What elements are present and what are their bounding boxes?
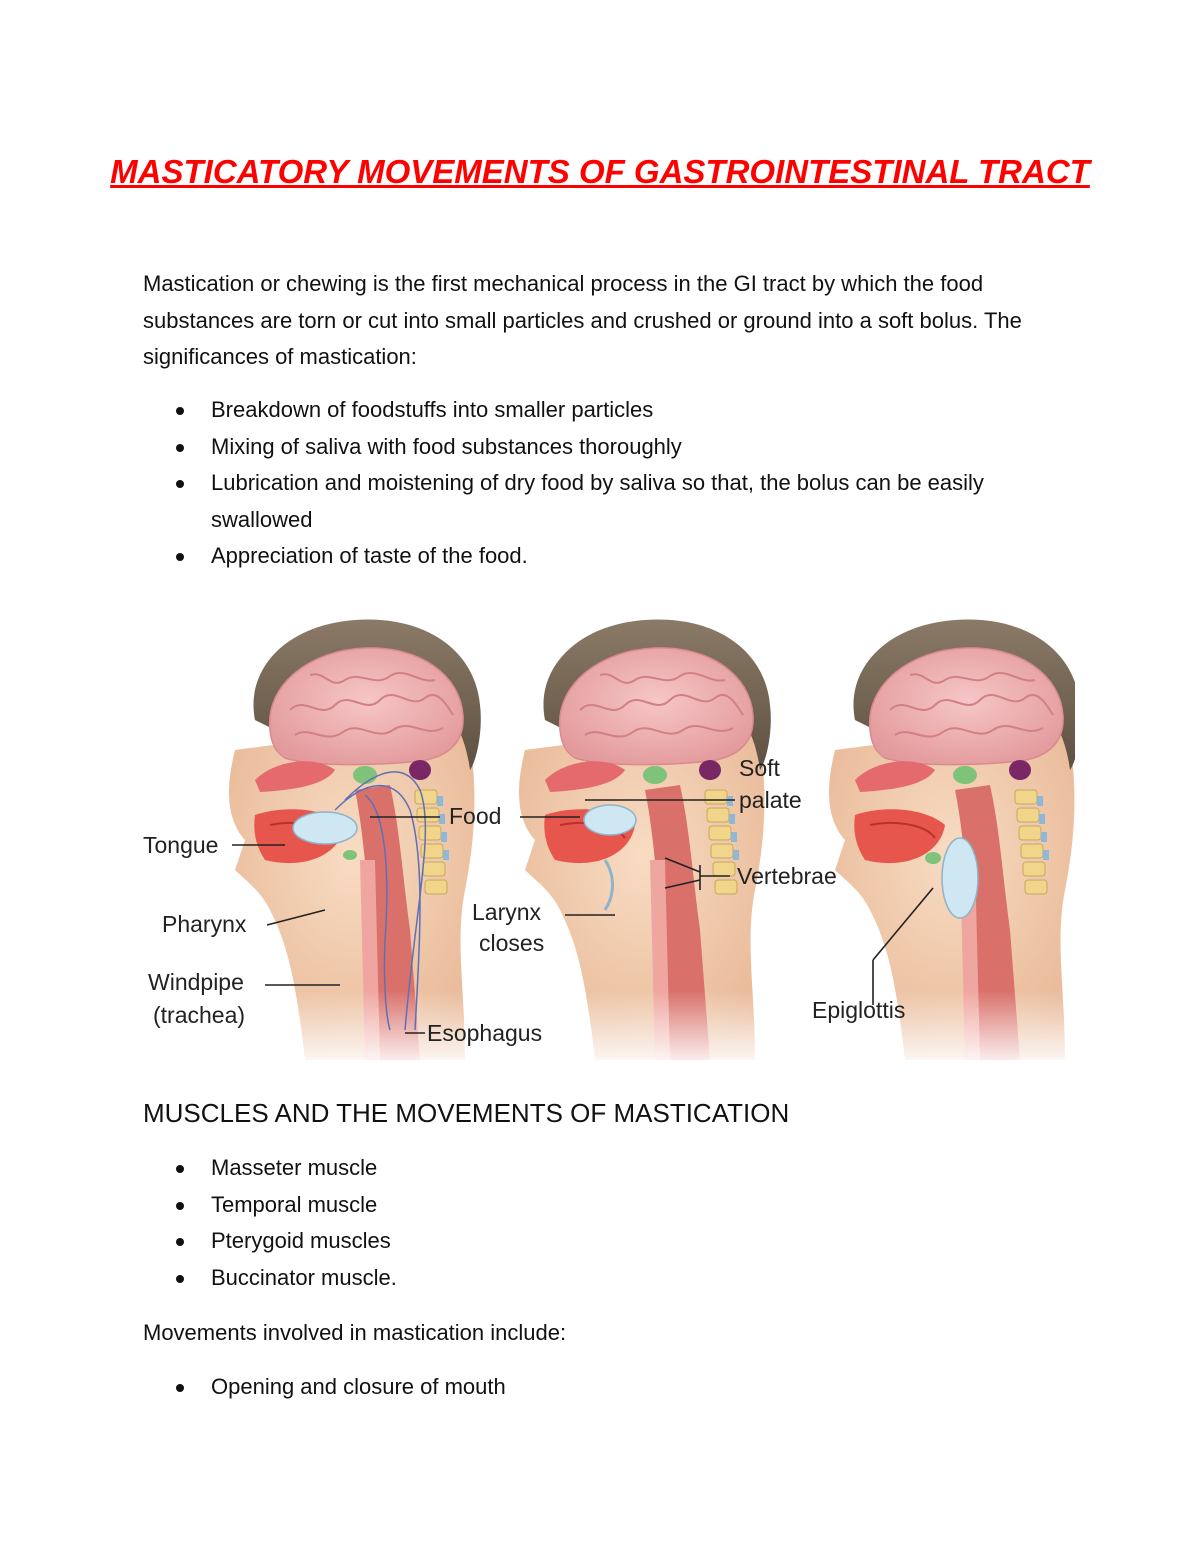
- swallowing-diagram: [135, 610, 1075, 1070]
- significances-list: [143, 392, 1073, 575]
- movements-intro: Movements involved in mastication include:: [143, 1320, 567, 1345]
- label-tongue: Tongue: [143, 832, 219, 858]
- list-item: Opening and closure of mouth: [143, 1369, 1073, 1406]
- list-item: Masseter muscle: [143, 1150, 1073, 1187]
- muscles-heading: MUSCLES AND THE MOVEMENTS OF MASTICATION: [143, 1098, 790, 1128]
- list-item: Breakdown of foodstuffs into smaller particles: [143, 392, 1073, 429]
- bullet-icon: [176, 1384, 184, 1392]
- label-palate: palate: [739, 787, 802, 813]
- label-vertebrae: Vertebrae: [737, 863, 837, 889]
- page-title: MASTICATORY MOVEMENTS OF GASTROINTESTINAL TRACT: [110, 153, 1090, 190]
- label-windpipe: Windpipe: [148, 969, 244, 995]
- intro-paragraph: Mastication or chewing is the first mechanical process in the GI tract by which the food substances are torn or cut into small particles and crushed or ground into a soft bolus. The significances of mastication:: [143, 271, 1022, 369]
- label-soft: Soft: [739, 755, 780, 781]
- bullet-icon: [176, 1202, 184, 1210]
- anatomy-illustration: [135, 610, 1075, 1070]
- label-larynx: Larynx: [472, 899, 542, 925]
- list-item: Temporal muscle: [143, 1187, 1073, 1224]
- bullet-icon: [176, 1238, 184, 1246]
- muscles-list: [143, 1150, 1073, 1296]
- list-item: Mixing of saliva with food substances thoroughly: [143, 429, 1073, 466]
- food-bolus: [942, 838, 978, 918]
- bullet-icon: [176, 1275, 184, 1283]
- bullet-icon: [176, 480, 184, 488]
- list-item: Pterygoid muscles: [143, 1223, 1073, 1260]
- movements-list: [143, 1369, 1073, 1406]
- label-trachea: (trachea): [153, 1002, 246, 1028]
- bullet-icon: [176, 553, 184, 561]
- list-item: Lubrication and moistening of dry food by saliva so that, the bolus can be easily swallowed: [143, 465, 1073, 538]
- label-esophagus: Esophagus: [427, 1020, 543, 1046]
- bullet-icon: [176, 444, 184, 452]
- panel-swallowing-start: [505, 620, 795, 1070]
- label-closes: closes: [479, 930, 545, 956]
- food-bolus: [584, 805, 636, 835]
- bullet-icon: [176, 407, 184, 415]
- label-food: Food: [449, 803, 502, 829]
- bullet-icon: [176, 1165, 184, 1173]
- list-item: Appreciation of taste of the food.: [143, 538, 1073, 575]
- label-epiglottis: Epiglottis: [812, 997, 906, 1023]
- list-item: Buccinator muscle.: [143, 1260, 1073, 1297]
- label-pharynx: Pharynx: [162, 911, 247, 937]
- food-bolus: [293, 812, 357, 844]
